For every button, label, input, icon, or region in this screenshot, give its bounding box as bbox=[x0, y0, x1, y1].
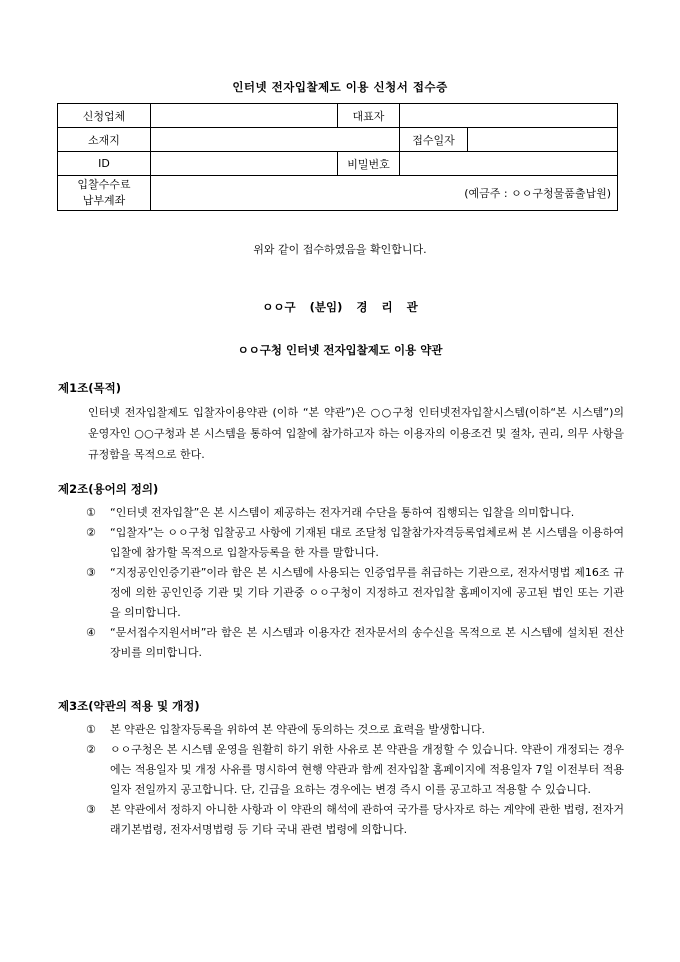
fee-account-field[interactable]: (예금주 : ㅇㅇ구청물품출납원) bbox=[151, 176, 618, 211]
applicant-row bbox=[58, 104, 618, 128]
fee-account-label bbox=[58, 176, 151, 211]
item-number: ② bbox=[86, 743, 96, 756]
address-field[interactable] bbox=[151, 128, 400, 152]
article-1-body: 인터넷 전자입찰제도 입찰자이용약관 (이하 “본 약관”)은 ○○구청 인터넷전자입찰시스템(이하“본 시스템”)의 운영자인 ○○구청과 본 시스템을 통하여 입찰에 참가하고자 하는 이용자의 이용조건 및 절차, 권리, 의무 사항을 규정함을 목적으로 한다. bbox=[88, 406, 624, 461]
password-field[interactable] bbox=[400, 152, 618, 176]
department-signature: ㅇㅇ구 (분임) 경 리 관 bbox=[262, 300, 418, 314]
fee-account-label-line1: 입찰수수료 bbox=[77, 178, 131, 191]
representative-label: 대표자 bbox=[338, 104, 400, 128]
terms-title: ㅇㅇ구청 인터넷 전자입찰제도 이용 약관 bbox=[237, 343, 443, 357]
address-row bbox=[58, 128, 618, 152]
list-item bbox=[58, 720, 624, 740]
list-item bbox=[58, 523, 624, 563]
applicant-field[interactable] bbox=[151, 104, 338, 128]
item-number: ③ bbox=[86, 566, 96, 579]
id-label: ID bbox=[58, 152, 151, 176]
list-item bbox=[58, 623, 624, 663]
item-number: ① bbox=[86, 506, 96, 519]
list-item bbox=[58, 800, 624, 840]
article-3-heading: 제3조(약관의 적용 및 개정) bbox=[58, 699, 200, 713]
confirmation-text: 위와 같이 접수하였음을 확인합니다. bbox=[253, 243, 427, 256]
article-1 bbox=[58, 380, 624, 465]
password-label: 비밀번호 bbox=[338, 152, 400, 176]
receipt-date-field[interactable] bbox=[468, 128, 618, 152]
article-2-heading: 제2조(용어의 정의) bbox=[58, 482, 159, 496]
receipt-form-table bbox=[57, 103, 618, 211]
item-text: “문서접수지원서버”라 함은 본 시스템과 이용자간 전자문서의 송수신을 목적으로 본 시스템에 설치된 전산장비를 의미합니다. bbox=[110, 626, 624, 659]
representative-field[interactable] bbox=[400, 104, 618, 128]
item-number: ③ bbox=[86, 803, 96, 816]
article-3-list bbox=[58, 720, 624, 840]
item-text: 본 약관은 입찰자등록을 위하여 본 약관에 동의하는 것으로 효력을 발생합니다. bbox=[110, 723, 485, 736]
item-text: 본 약관에서 정하지 아니한 사항과 이 약관의 해석에 관하여 국가를 당사자로 하는 계약에 관한 법령, 전자거래기본법령, 전자서명법령 등 기타 국내 관련 법령에 의합니다. bbox=[110, 803, 624, 836]
list-item bbox=[58, 503, 624, 523]
article-1-heading: 제1조(목적) bbox=[58, 381, 121, 395]
article-3 bbox=[58, 698, 624, 840]
receipt-date-label: 접수일자 bbox=[400, 128, 468, 152]
id-row bbox=[58, 152, 618, 176]
fee-account-label-line2: 납부계좌 bbox=[82, 194, 126, 207]
item-text: “인터넷 전자입찰”은 본 시스템이 제공하는 전자거래 수단을 통하여 집행되는 입찰을 의미합니다. bbox=[110, 506, 575, 519]
id-field[interactable] bbox=[151, 152, 338, 176]
document-title: 인터넷 전자입찰제도 이용 신청서 접수증 bbox=[232, 80, 448, 94]
item-text: “지정공인인증기관”이라 함은 본 시스템에 사용되는 인증업무를 취급하는 기관으로, 전자서명법 제16조 규정에 의한 공인인증 기관 및 기타 기관중 ㅇㅇ구청이 지정하고 전자입찰 홈페이지에 공고된 법인 또는 기관을 의미합니다. bbox=[110, 566, 624, 619]
item-text: “입찰자”는 ㅇㅇ구청 입찰공고 사항에 기재된 대로 조달청 입찰참가자격등록업체로써 본 시스템을 이용하여 입찰에 참가할 목적으로 입찰자등록을 한 자를 말합니다. bbox=[110, 526, 624, 559]
applicant-label: 신청업체 bbox=[58, 104, 151, 128]
item-number: ② bbox=[86, 526, 96, 539]
article-2 bbox=[58, 481, 624, 663]
list-item bbox=[58, 740, 624, 800]
item-number: ① bbox=[86, 723, 96, 736]
item-text: ㅇㅇ구청은 본 시스템 운영을 원활히 하기 위한 사유로 본 약관을 개정할 수 있습니다. 약관이 개정되는 경우에는 적용일자 및 개정 사유를 명시하여 현행 약관과 함께 전자입찰 홈페이지에 적용일자 7일 이전부터 적용일자 전일까지 공고합니다. 단, 긴급을 요하는 경우에는 변경 즉시 이를 공고하고 적용할 수 있습니다. bbox=[110, 743, 624, 796]
article-2-list bbox=[58, 503, 624, 663]
address-label: 소재지 bbox=[58, 128, 151, 152]
item-number: ④ bbox=[86, 626, 96, 639]
fee-account-row bbox=[58, 176, 618, 211]
list-item bbox=[58, 563, 624, 623]
